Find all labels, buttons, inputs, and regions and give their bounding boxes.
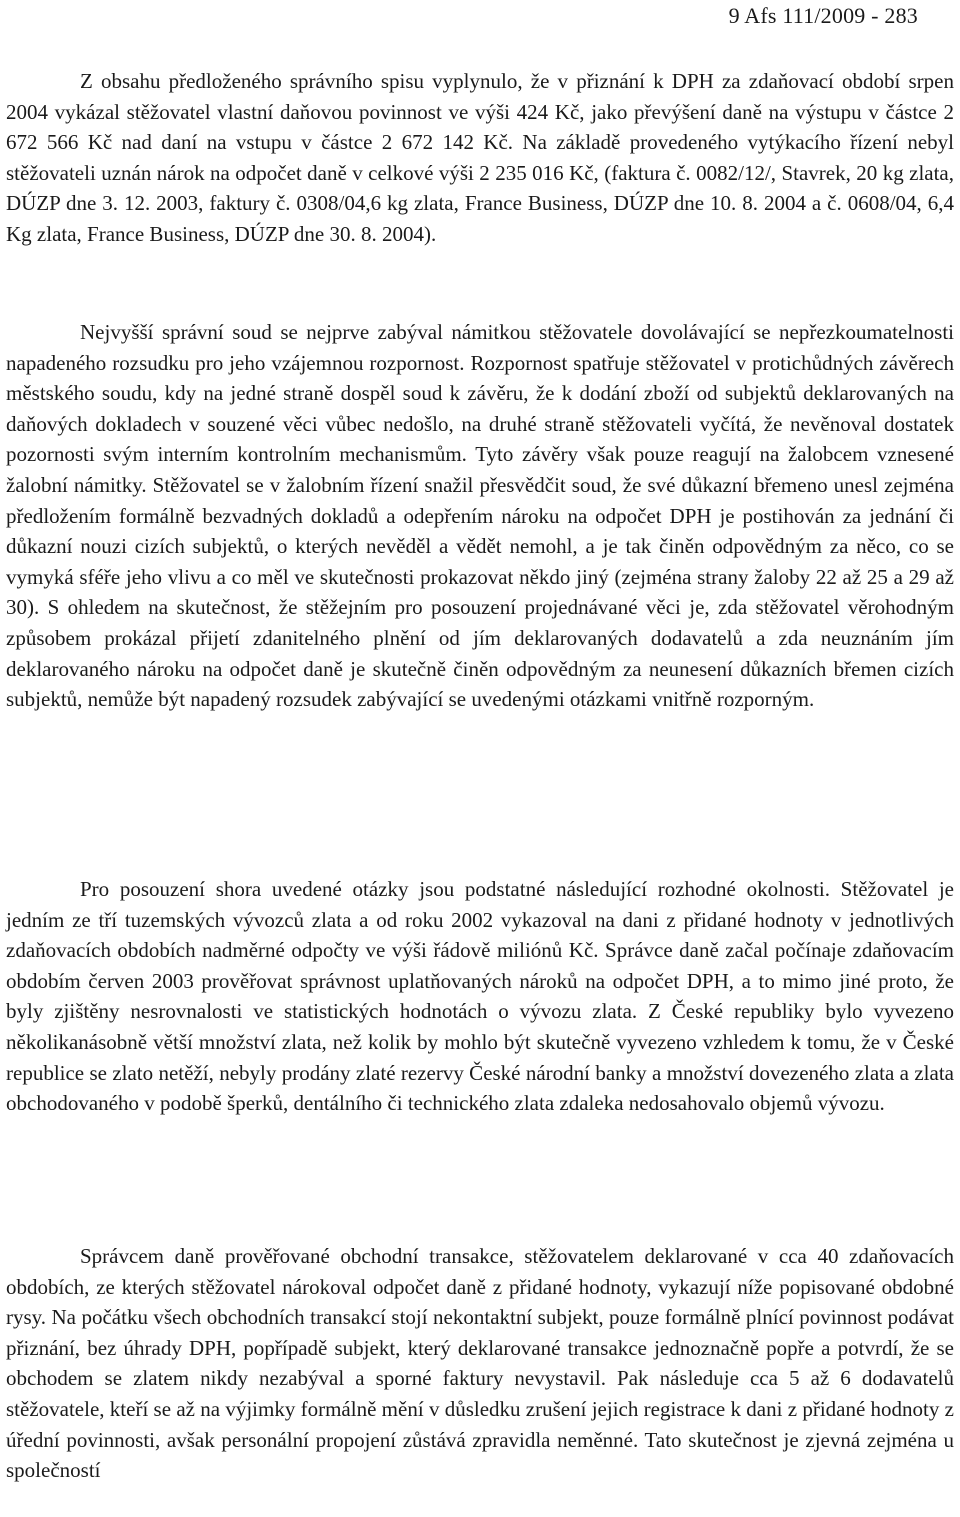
paragraph-business-transactions: Správcem daně prověřované obchodní transakce, stěžovatelem deklarované v cca 40 zdaňovacích obdobích, ze kterých stěžovatel nárokoval odpočet daně z přidané hodnoty, vykazují níže popisované obdobné rysy. Na počátku všech obchodních transakcí stojí nekontaktní subjekt, pouze formálně plnící povinnost podávat přiznání, bez úhrady DPH, popřípadě subjekt, který deklarované transakce jednoznačně popře a potvrdí, že se obchodem se zlatem nikdy nezabýval a sporné faktury nevystavil. Pak následuje cca 5 až 6 dodavatelů stěžovatele, kteří se až na výjimky formálně mění v důsledku zrušení jejich registrace k dani z přidané hodnoty z úřední povinnosti, avšak personální propojení zůstává zpravidla neměnné. Tato skutečnost je zjevná zejména u společností xyxy=(6,1244,954,1483)
paragraph-tax-return-summary: Z obsahu předloženého správního spisu vyplynulo, že v přiznání k DPH za zdaňovací období srpen 2004 vykázal stěžovatel vlastní daňovou povinnost ve výši 424 Kč, jako převýšení daně na výstupu v částce 2 672 566 Kč nad daní na vstupu v částce 2 672 142 Kč. Na základě provedeného vytýkacího řízení nebyl stěžovateli uznán nárok na odpočet daně v celkové výši 2 235 016 Kč, (faktura č. 0082/12/, Stavrek, 20 kg zlata, DÚZP dne 3. 12. 2003, faktury č. 0308/04,6 kg zlata, France Business, DÚZP dne 10. 8. 2004 a č. 0608/04, 6,4 Kg zlata, France Business, DÚZP dne 30. 8. 2004). xyxy=(6,69,954,246)
paragraph-relevant-circumstances: Pro posouzení shora uvedené otázky jsou podstatné následující rozhodné okolnosti. Stěžovatel je jedním ze tří tuzemských vývozců zlata a od roku 2002 vykazoval na dani z přidané hodnoty v jednotlivých zdaňovacích obdobích nadměrné odpočty ve výši řádově miliónů Kč. Správce daně začal počínaje zdaňovacím obdobím červen 2003 prověřovat správnost uplatňovaných nároků na odpočet DPH, a to mimo jiné proto, že byly zjištěny nesrovnalosti ve statistických hodnotách o vývozu zlata. Z České republiky bylo vyvezeno několikanásobně větší množství zlata, než kolik by mohlo být skutečně vyvezeno vzhledem k tomu, že v České republice se zlato netěží, nebyly prodány zlaté rezervy České národní banky a množství dovezeného zlata a zlata obchodovaného v podobě šperků, dentálního či technického zlata zdaleka nedosahovalo objemů vývozu. xyxy=(6,877,954,1116)
case-number: 9 Afs 111/2009 - 283 xyxy=(728,3,918,28)
paragraph-court-assessment: Nejvyšší správní soud se nejprve zabýval námitkou stěžovatele dovolávající se nepřezkoumatelnosti napadeného rozsudku pro jeho vzájemnou rozpornost. Rozpornost spatřuje stěžovatel v protichůdných závěrech městského soudu, kdy na jedné straně dospěl soud k závěru, že k dodání zboží od subjektů deklarovaných na daňových dokladech v souzené věci vůbec nedošlo, na druhé straně stěžovateli vyčítá, že nevěnoval dostatek pozornosti svým interním kontrolním mechanismům. Tyto závěry však pouze reagují na žalobcem vznesené žalobní námitky. Stěžovatel se v žalobním řízení snažil přesvědčit soud, že své důkazní břemeno unesl zejména předložením formálně bezvadných dokladů a odepřením nároku na odpočet DPH je postihován za jednání či důkazní nouzi cizích subjektů, o kterých nevěděl a vědět nemohl, a je tak činěn odpovědným za něco, co se vymyká sféře jeho vlivu a co měl ve skutečnosti prokazovat někdo jiný (zejména strany žaloby 22 až 25 a 29 až 30). S ohledem na skutečnost, že stěžejním pro posouzení projednávané věci je, zda stěžovatel věrohodným způsobem prokázal přijetí zdanitelného plnění od jím deklarovaných dodavatelů a zda neuznáním jím deklarovaného nároku na odpočet daně je skutečně činěn odpovědným za neunesení důkazních břemen cizích subjektů, nemůže být napadený rozsudek zabývající se uvedenými otázkami vnitřně rozporným. xyxy=(6,320,954,712)
